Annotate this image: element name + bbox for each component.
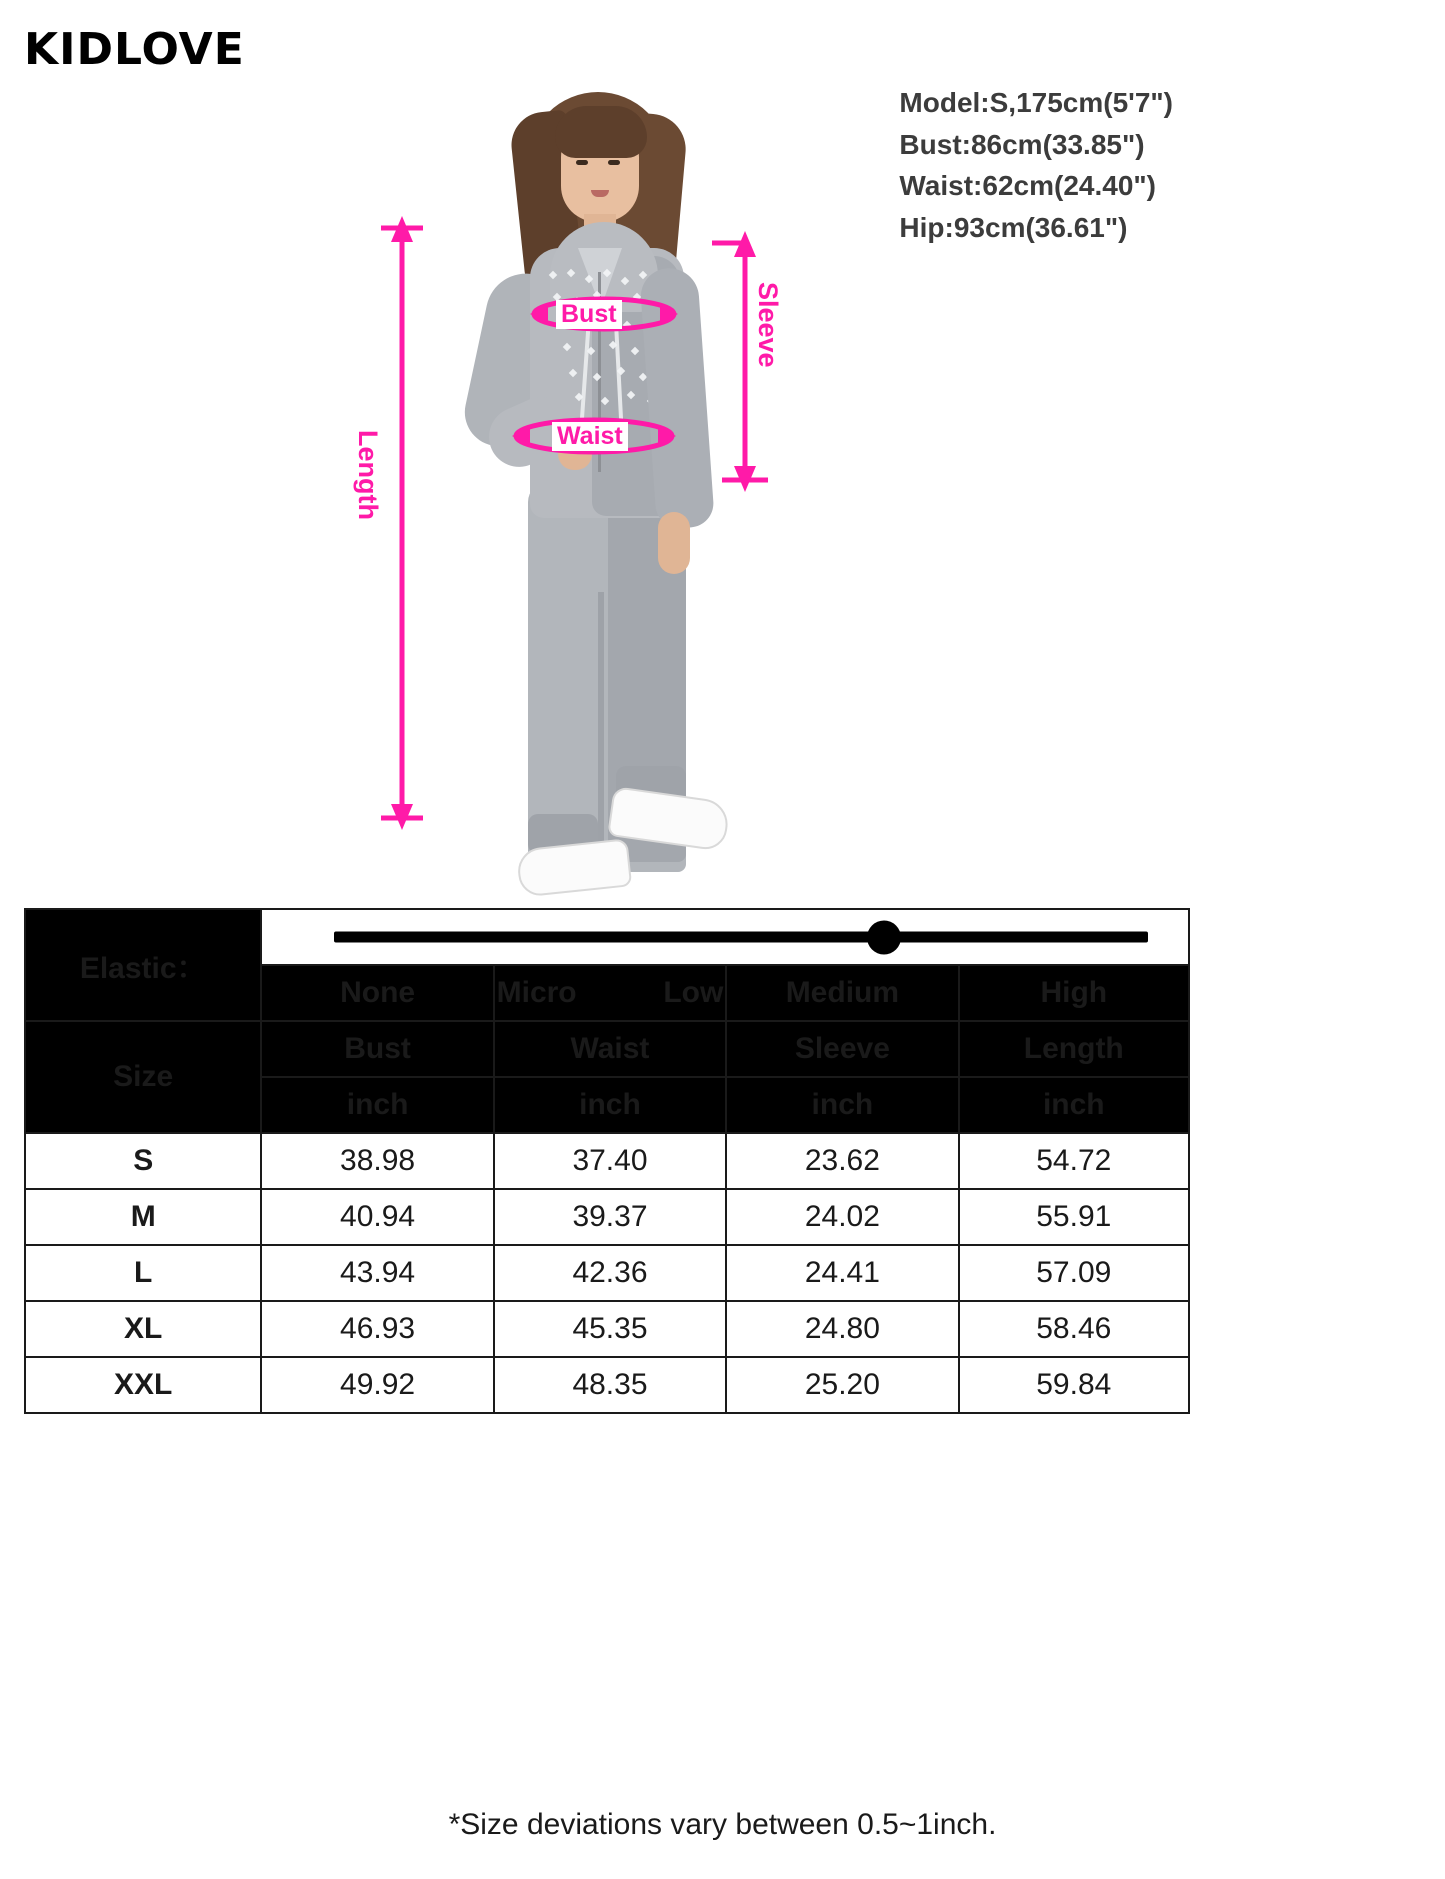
header-waist: Waist: [494, 1021, 726, 1077]
length-label: Length: [353, 430, 383, 520]
cell-length-xl: 58.46: [959, 1301, 1189, 1357]
cell-length-s: 54.72: [959, 1133, 1189, 1189]
table-row: [25, 1245, 1189, 1301]
table-row-elastic-slider: [25, 909, 1189, 965]
size-label: Size: [25, 1021, 261, 1133]
elastic-level-high: High: [959, 965, 1189, 1021]
model-spec-hip: Hip:93cm(36.61"): [899, 212, 1128, 244]
size-deviation-note: *Size deviations vary between 0.5~1inch.: [448, 1808, 997, 1841]
table-row: [25, 1189, 1189, 1245]
row-size-xxl: XXL: [25, 1357, 261, 1413]
product-photo: [0, 0, 1445, 905]
cell-length-l: 57.09: [959, 1245, 1189, 1301]
table-row: [25, 1133, 1189, 1189]
model-spec-bust: Bust:86cm(33.85"): [899, 128, 1145, 160]
waist-label: Waist: [552, 422, 628, 451]
row-size-m: M: [25, 1189, 261, 1245]
header-sleeve: Sleeve: [726, 1021, 958, 1077]
cell-sleeve-l: 24.41: [726, 1245, 958, 1301]
model-spec-height: Model:S,175cm(5'7"): [899, 87, 1173, 118]
cell-bust-xxl: 49.92: [261, 1357, 493, 1413]
elastic-level-micro: Micro: [496, 976, 577, 1009]
elastic-level-none: None: [261, 965, 493, 1021]
unit-bust: inch: [261, 1077, 493, 1133]
cell-bust-xl: 46.93: [261, 1301, 493, 1357]
header-bust: Bust: [261, 1021, 493, 1077]
cell-sleeve-m: 24.02: [726, 1189, 958, 1245]
cell-length-xxl: 59.84: [959, 1357, 1189, 1413]
model-spec-waist: Waist:62cm(24.40"): [899, 170, 1156, 202]
cell-sleeve-xxl: 25.20: [726, 1357, 958, 1413]
elastic-slider[interactable]: [261, 909, 1189, 965]
header-length: Length: [959, 1021, 1189, 1077]
cell-bust-s: 38.98: [261, 1133, 493, 1189]
row-size-s: S: [25, 1133, 261, 1189]
cell-waist-xxl: 48.35: [494, 1357, 726, 1413]
size-chart: [24, 908, 1190, 1414]
unit-waist: inch: [494, 1077, 726, 1133]
table-row: [25, 1357, 1189, 1413]
elastic-level-medium: Medium: [726, 965, 958, 1021]
cell-sleeve-xl: 24.80: [726, 1301, 958, 1357]
cell-waist-m: 39.37: [494, 1189, 726, 1245]
table-row-measure-headers: [25, 1021, 1189, 1077]
cell-bust-m: 40.94: [261, 1189, 493, 1245]
row-size-xl: XL: [25, 1301, 261, 1357]
elastic-level-micro-low: [494, 965, 726, 1021]
slider-track[interactable]: [334, 932, 1148, 943]
slider-knob[interactable]: [867, 920, 901, 954]
row-size-l: L: [25, 1245, 261, 1301]
brand-logo: KIDLOVE: [24, 24, 245, 75]
elastic-level-low: Low: [663, 976, 724, 1009]
cell-bust-l: 43.94: [261, 1245, 493, 1301]
unit-length: inch: [959, 1077, 1189, 1133]
elastic-label: Elastic：: [25, 909, 261, 1021]
model-figure: [432, 72, 772, 910]
cell-sleeve-s: 23.62: [726, 1133, 958, 1189]
table-row: [25, 1301, 1189, 1357]
cell-length-m: 55.91: [959, 1189, 1189, 1245]
cell-waist-xl: 45.35: [494, 1301, 726, 1357]
unit-sleeve: inch: [726, 1077, 958, 1133]
cell-waist-l: 42.36: [494, 1245, 726, 1301]
bust-label: Bust: [556, 300, 622, 329]
cell-waist-s: 37.40: [494, 1133, 726, 1189]
sleeve-label: Sleeve: [753, 282, 783, 368]
